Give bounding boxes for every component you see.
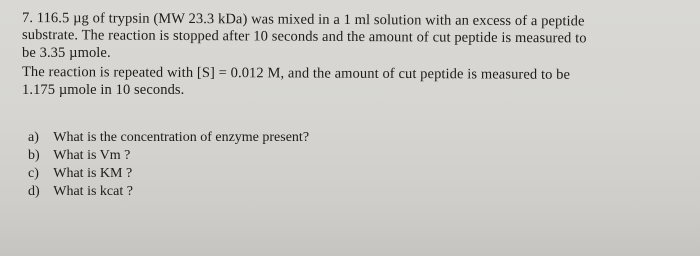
- question-c-label: c): [28, 166, 39, 181]
- question-d-label: d): [28, 184, 40, 199]
- problem-line-1: 7. 116.5 µg of trypsin (MW 23.3 kDa) was mixed in a 1 ml solution with an excess of a peptide: [21, 10, 585, 30]
- question-c-text: What is KM ?: [53, 166, 133, 181]
- problem-line-3: be 3.35 µmole.: [22, 45, 111, 61]
- problem-line-4: The reaction is repeated with [S] = 0.012 M, and the amount of cut peptide is measured to be: [21, 64, 571, 83]
- question-a: [28, 130, 309, 146]
- problem-line-2: substrate. The reaction is stopped after 10 seconds and the amount of cut peptide is measured to: [21, 27, 587, 47]
- question-b-text: What is Vm ?: [53, 148, 131, 163]
- question-b: [28, 148, 130, 164]
- question-d: [28, 184, 133, 200]
- question-d-text: What is kcat ?: [53, 184, 133, 199]
- question-a-text: What is the concentration of enzyme present?: [53, 130, 310, 145]
- question-b-label: b): [28, 148, 40, 163]
- question-c: [28, 166, 132, 182]
- problem-line-5: 1.175 µmole in 10 seconds.: [22, 82, 185, 98]
- question-a-label: a): [28, 130, 39, 145]
